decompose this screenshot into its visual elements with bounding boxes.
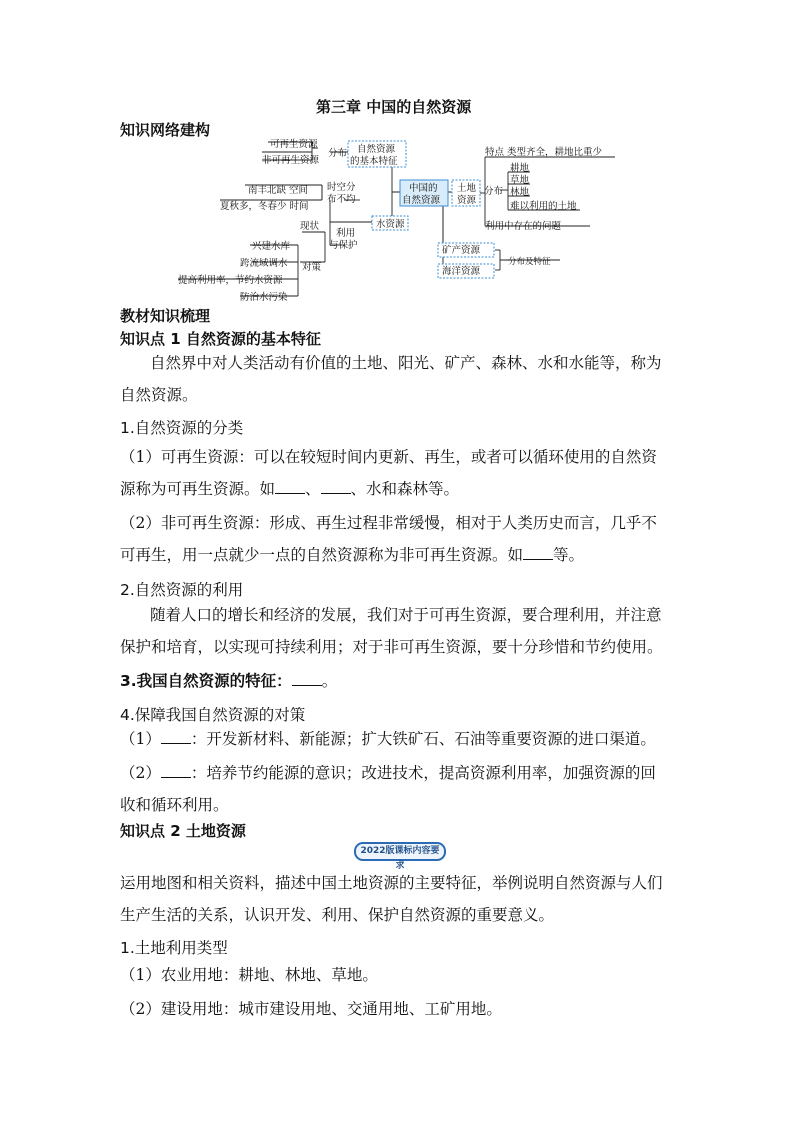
s4-p2-text: ：培养节约能源的意识；改进技术，提高资源利用率，加强资源的回 [190, 764, 656, 782]
diagram-space-uneven-1: 时空分 [327, 182, 356, 193]
diagram-water: 水资源 [376, 219, 405, 230]
diagram-use-protect-2: 与保护 [329, 240, 358, 251]
diagram-mineral: 矿产资源 [442, 245, 481, 256]
s4-p1-num: （1） [120, 730, 161, 748]
diagram-duice: 对策 [302, 262, 322, 273]
s4-p1 [120, 722, 656, 756]
s4-p2-line2: 收和循环利用。 [120, 796, 229, 814]
diagram-xiaqiu: 夏秋多，冬春少 时间 [220, 201, 309, 212]
knowledge-network-diagram [0, 0, 794, 320]
diagram-center-line2: 自然资源 [402, 195, 441, 206]
l1-p1: （1）农业用地：耕地、林地、草地。 [120, 966, 378, 984]
diagram-dist-feature: 分布及特征 [508, 257, 551, 267]
s2-para-line2: 保护和培育，以实现可持续利用；对于非可再生资源，要十分珍惜和节约使用。 [120, 638, 663, 656]
page-title: 第三章 中国的自然资源 [316, 98, 472, 116]
diagram-fenbu1: 分布 [328, 148, 348, 159]
s4-p2-num: （2） [120, 764, 161, 782]
s1-p1-text-a: 源称为可再生资源。如 [120, 480, 276, 498]
diagram-xianzhuang: 现状 [300, 221, 320, 232]
diagram-nanfeng: 南丰北缺 空间 [248, 185, 309, 196]
answer-blank[interactable] [321, 479, 351, 494]
diagram-land-type-2: 草地 [510, 175, 530, 186]
diagram-land-line1: 土地 [457, 183, 477, 194]
section-heading-textbook: 教材知识梳理 [120, 307, 211, 325]
s2-para-line1: 随着人口的增长和经济的发展，我们对于可再生资源，要合理利用，并注意 [150, 606, 662, 624]
diagram-tedian: 特点 类型齐全，耕地比重少 [485, 147, 603, 158]
diagram-fenbu2: 分布 [484, 186, 504, 197]
s4-title: 4.保障我国自然资源的对策 [120, 706, 306, 724]
answer-blank[interactable] [161, 729, 191, 744]
answer-blank[interactable] [161, 763, 191, 778]
diagram-renewable: 可再生资源 [270, 139, 318, 150]
s1-p1-line1: （1）可再生资源：可以在较短时间内更新、再生，或者可以循环使用的自然资 [120, 448, 657, 466]
diagram-land-type-3: 林地 [510, 187, 530, 198]
diagram-nonrenewable: 非可再生资源 [262, 155, 320, 166]
kp1-title: 知识点 1 自然资源的基本特征 [120, 330, 321, 348]
diagram-problems: 利用中存在的问题 [485, 221, 562, 232]
diagram-land-type-1: 耕地 [510, 163, 530, 174]
s3-end: 。 [321, 672, 338, 690]
diagram-land-line2: 资源 [457, 195, 477, 206]
s1-p1-line2 [120, 472, 459, 506]
s1-p2-line2 [120, 538, 584, 572]
diagram-measure-1: 兴建水库 [252, 241, 291, 252]
diagram-basic-line2: 的基本特征 [350, 156, 398, 167]
answer-blank[interactable] [523, 545, 553, 560]
section-heading-network: 知识网络建构 [120, 121, 211, 139]
s3-title: 3.我国自然资源的特征： [120, 672, 292, 690]
diagram-measure-3: 提高利用率，节约水资源 [178, 275, 283, 286]
curriculum-badge: 2022版课标内容要求 [354, 842, 446, 861]
s4-p2-line1 [120, 756, 656, 790]
kp1-para-line1: 自然界中对人类活动有价值的土地、阳光、矿产、森林、水和水能等，称为 [150, 354, 662, 372]
l1-p2: （2）建设用地：城市建设用地、交通用地、工矿用地。 [120, 1000, 502, 1018]
s3-line [120, 669, 337, 691]
l1-title: 1.土地利用类型 [120, 939, 228, 957]
kp1-para-line2: 自然资源。 [120, 386, 198, 404]
diagram-land-type-4: 难以利用的土地 [510, 201, 577, 212]
answer-blank[interactable] [275, 479, 305, 494]
s1-p2-text-a: 可再生，用一点就少一点的自然资源称为非可再生资源。如 [120, 546, 524, 564]
kp2-title: 知识点 2 土地资源 [120, 822, 246, 840]
diagram-measure-4: 防治水污染 [240, 292, 288, 303]
diagram-space-uneven-2: 布不均 [327, 194, 356, 205]
s1-title: 1.自然资源的分类 [120, 419, 244, 437]
diagram-ocean: 海洋资源 [442, 266, 481, 277]
diagram-center-line1: 中国的 [409, 183, 438, 194]
s4-p1-text: ：开发新材料、新能源；扩大铁矿石、石油等重要资源的进口渠道。 [190, 730, 656, 748]
diagram-measure-2: 跨流域调水 [240, 258, 288, 269]
diagram-use-protect-1: 利用 [336, 228, 356, 239]
diagram-basic-line1: 自然资源 [357, 144, 396, 155]
kp2-para-line1: 运用地图和相关资料，描述中国土地资源的主要特征，举例说明自然资源与人们 [120, 874, 663, 892]
kp2-para-line2: 生产生活的关系，认识开发、利用、保护自然资源的重要意义。 [120, 906, 555, 924]
s2-title: 2.自然资源的利用 [120, 581, 244, 599]
s1-p2-line1: （2）非可再生资源：形成、再生过程非常缓慢，相对于人类历史而言，几乎不 [120, 514, 657, 532]
s1-p1-text-b: 、 [305, 480, 321, 498]
answer-blank[interactable] [292, 671, 322, 686]
s1-p1-text-c: 、水和森林等。 [350, 480, 460, 498]
s1-p2-text-b: 等。 [553, 546, 585, 564]
